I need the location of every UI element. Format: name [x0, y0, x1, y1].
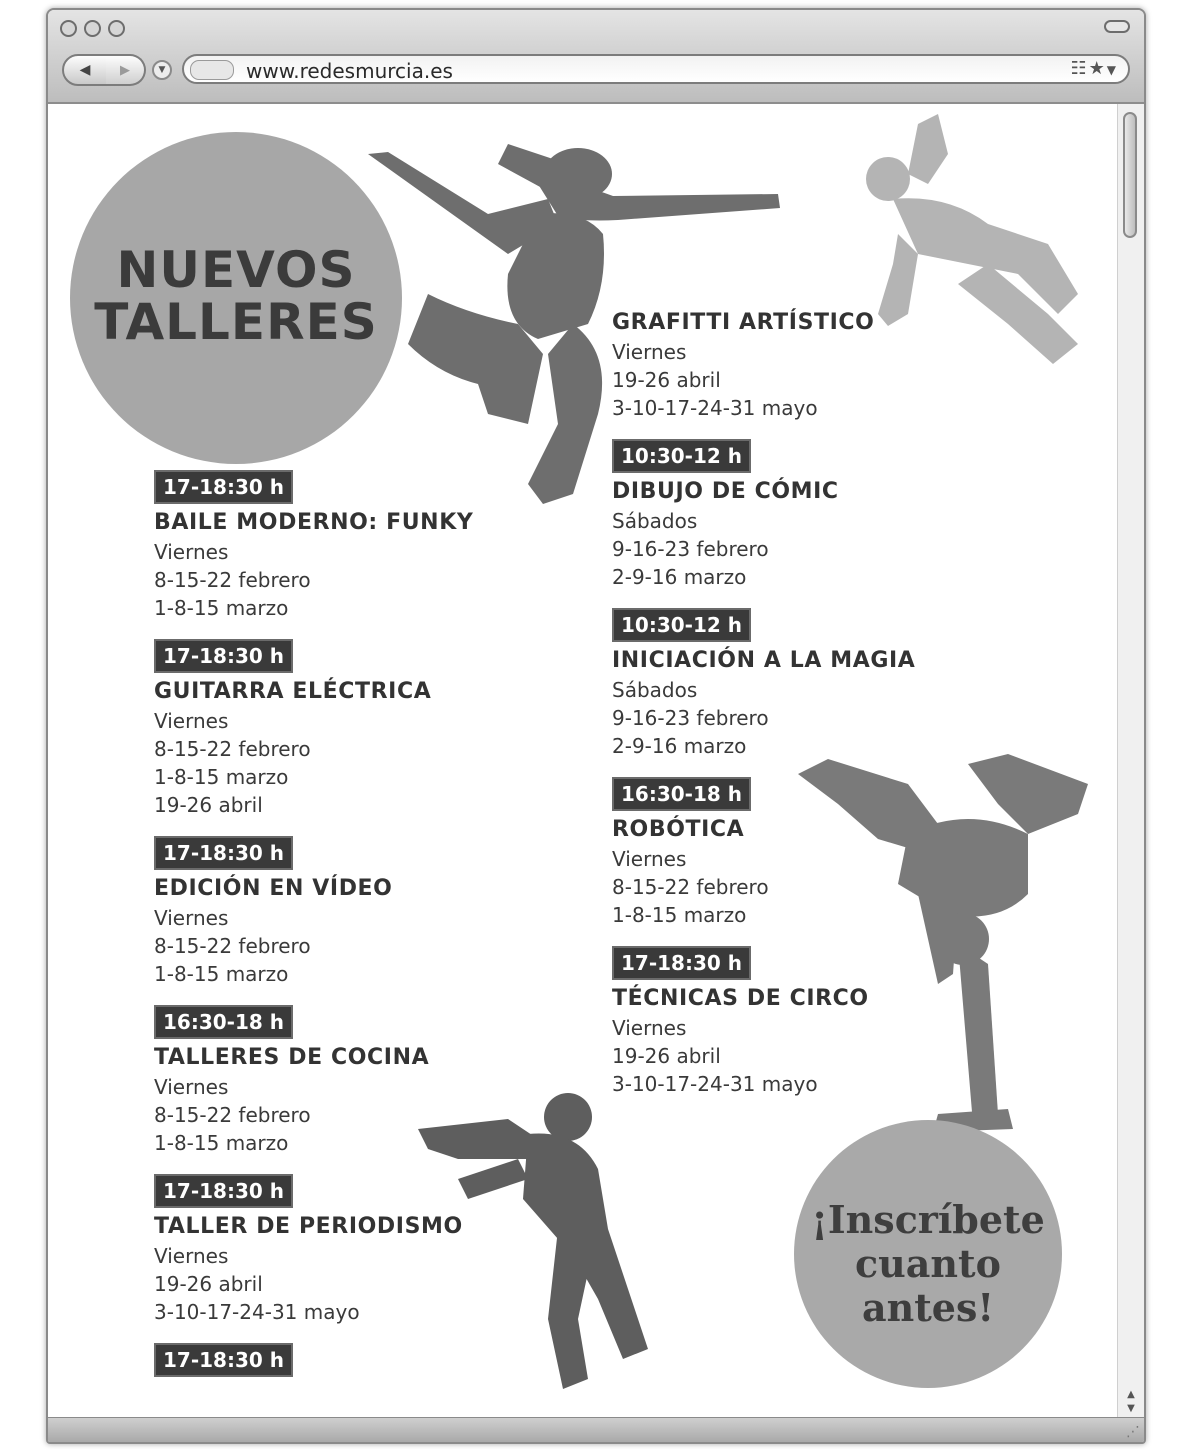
scroll-up-arrow-icon[interactable]: ▲	[1127, 1389, 1135, 1400]
schedule-line: Viernes	[154, 1244, 229, 1268]
site-icon	[190, 60, 234, 80]
status-bar	[48, 1417, 1144, 1442]
workshop-magia	[612, 608, 915, 760]
chevron-down-icon: ▼	[158, 65, 166, 75]
schedule-line: 9-16-23 febrero	[612, 706, 769, 730]
workshop-title: GUITARRA ELÉCTRICA	[154, 679, 432, 704]
schedule-line: 3-10-17-24-31 mayo	[612, 396, 818, 420]
workshop-title: DIBUJO DE CÓMIC	[612, 479, 839, 504]
schedule-line: 8-15-22 febrero	[154, 568, 311, 592]
forward-button[interactable]	[106, 54, 146, 86]
time-badge: 16:30-18 h	[154, 1005, 293, 1039]
schedule-line: Viernes	[612, 340, 687, 364]
cta-line-3: antes!	[861, 1285, 995, 1330]
workshop-next	[154, 1343, 473, 1381]
workshop-dibujo-comic	[612, 439, 915, 591]
chevron-down-icon[interactable]: ▼	[1106, 63, 1118, 77]
workshop-title: ROBÓTICA	[612, 817, 745, 842]
schedule-line: 8-15-22 febrero	[154, 737, 311, 761]
forward-arrow-icon: ▶	[120, 62, 130, 78]
schedule-line: 8-15-22 febrero	[612, 875, 769, 899]
schedule-line: 3-10-17-24-31 mayo	[612, 1072, 818, 1096]
history-menu-button[interactable]	[152, 60, 172, 80]
navigation-buttons	[62, 54, 166, 86]
vertical-scrollbar[interactable]	[1117, 104, 1144, 1418]
schedule-line: 2-9-16 marzo	[612, 734, 747, 758]
workshop-baile-moderno	[154, 470, 473, 622]
schedule-line: 1-8-15 marzo	[154, 765, 289, 789]
schedule-line: 2-9-16 marzo	[612, 565, 747, 589]
schedule-line: 19-26 abril	[154, 793, 263, 817]
schedule-line: 1-8-15 marzo	[612, 903, 747, 927]
schedule-line: 1-8-15 marzo	[154, 596, 289, 620]
back-button[interactable]	[62, 54, 108, 86]
browser-toolbar	[48, 10, 1144, 104]
workshop-edicion-video	[154, 836, 473, 988]
signup-call-to-action[interactable]	[794, 1198, 1062, 1330]
cta-line-1: ¡Inscríbete	[811, 1197, 1045, 1242]
schedule-line: Viernes	[612, 1016, 687, 1040]
schedule-line: 1-8-15 marzo	[154, 1131, 289, 1155]
workshop-periodismo	[154, 1174, 473, 1326]
workshops-right-column	[612, 308, 915, 1115]
toolbar-toggle-button[interactable]	[1104, 20, 1130, 33]
workshops-left-column	[154, 470, 473, 1398]
time-badge: 17-18:30 h	[154, 639, 293, 673]
workshop-title: TÉCNICAS DE CIRCO	[612, 986, 869, 1011]
time-badge: 17-18:30 h	[154, 1343, 293, 1377]
schedule-line: 19-26 abril	[154, 1272, 263, 1296]
workshop-grafitti	[612, 308, 915, 422]
back-arrow-icon: ◀	[79, 62, 91, 78]
time-badge: 17-18:30 h	[154, 836, 293, 870]
workshop-title: INICIACIÓN A LA MAGIA	[612, 648, 916, 673]
resize-grip-icon[interactable]: ⋰	[1126, 1424, 1140, 1440]
minimize-window-button[interactable]	[84, 20, 101, 37]
workshop-title: GRAFITTI ARTÍSTICO	[612, 310, 875, 335]
schedule-line: 9-16-23 febrero	[612, 537, 769, 561]
workshop-talleres-cocina	[154, 1005, 473, 1157]
schedule-line: Sábados	[612, 509, 698, 533]
scroll-down-arrow-icon[interactable]: ▼	[1127, 1403, 1135, 1414]
schedule-line: Viernes	[154, 540, 229, 564]
schedule-line: Viernes	[612, 847, 687, 871]
schedule-line: 3-10-17-24-31 mayo	[154, 1300, 360, 1324]
page-content	[48, 104, 1118, 1418]
time-badge: 17-18:30 h	[154, 470, 293, 504]
browser-window	[46, 8, 1146, 1444]
workshop-circo	[612, 946, 915, 1098]
time-badge: 17-18:30 h	[612, 946, 751, 980]
schedule-line: 8-15-22 febrero	[154, 934, 311, 958]
workshop-title: BAILE MODERNO: FUNKY	[154, 510, 474, 535]
workshop-title: TALLERES DE COCINA	[154, 1045, 430, 1070]
close-window-button[interactable]	[60, 20, 77, 37]
schedule-line: 19-26 abril	[612, 1044, 721, 1068]
schedule-line: 8-15-22 febrero	[154, 1103, 311, 1127]
cta-line-2: cuanto	[855, 1241, 1001, 1286]
schedule-line: Viernes	[154, 709, 229, 733]
schedule-line: Viernes	[154, 1075, 229, 1099]
schedule-line: 1-8-15 marzo	[154, 962, 289, 986]
schedule-line: 19-26 abril	[612, 368, 721, 392]
workshop-robotica	[612, 777, 915, 929]
scroll-thumb[interactable]	[1123, 112, 1137, 238]
rss-icon[interactable]: ☷	[1070, 58, 1089, 79]
schedule-line: Viernes	[154, 906, 229, 930]
star-icon[interactable]: ★	[1088, 58, 1107, 79]
time-badge: 16:30-18 h	[612, 777, 751, 811]
time-badge: 17-18:30 h	[154, 1174, 293, 1208]
headline-line-1: NUEVOS	[116, 241, 356, 299]
workshop-guitarra-electrica	[154, 639, 473, 819]
workshop-title: EDICIÓN EN VÍDEO	[154, 876, 393, 901]
time-badge: 10:30-12 h	[612, 608, 751, 642]
time-badge: 10:30-12 h	[612, 439, 751, 473]
address-bar[interactable]	[182, 54, 1130, 84]
zoom-window-button[interactable]	[108, 20, 125, 37]
workshop-title: TALLER DE PERIODISMO	[154, 1214, 463, 1239]
schedule-line: Sábados	[612, 678, 698, 702]
headline-line-2: TALLERES	[94, 293, 378, 351]
url-text[interactable]: www.redesmurcia.es	[246, 59, 453, 83]
page-title	[86, 241, 386, 351]
